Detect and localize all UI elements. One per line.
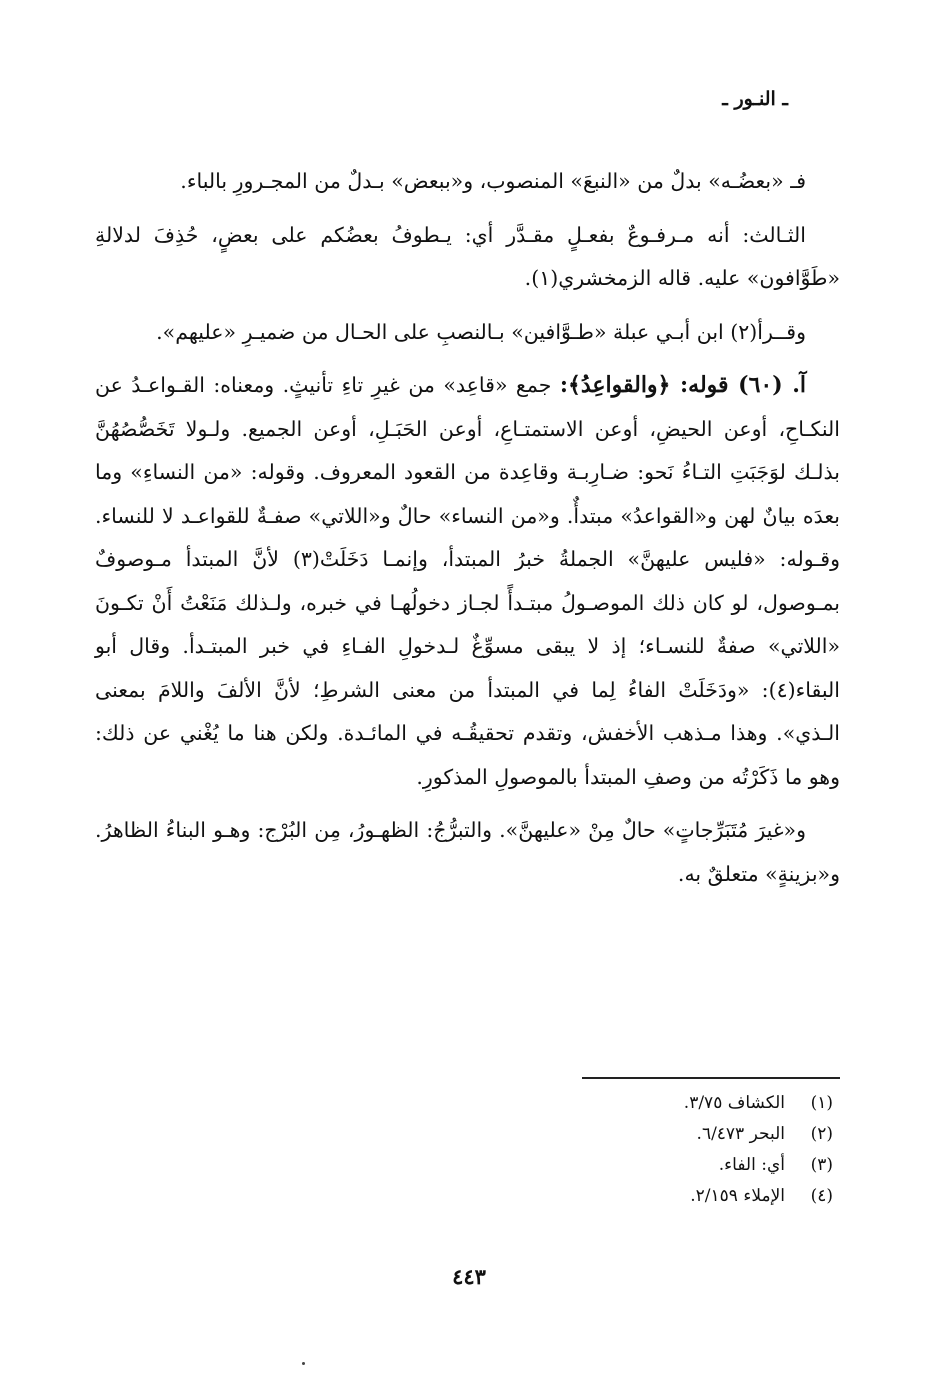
paragraph-4 bbox=[95, 364, 840, 799]
footnote-item bbox=[433, 1088, 833, 1119]
footnote-text: الكشاف ٣/٧٥. bbox=[683, 1093, 785, 1113]
footnote-text: البحر ٦/٤٧٣. bbox=[696, 1124, 785, 1144]
footnotes bbox=[433, 1088, 833, 1212]
paragraph-5: و«غيرَ مُتَبَرِّجاتٍ» حالٌ مِنْ «عليهنَّ». والتبرُّجُ: الظهـورُ، مِن البُرْج: وهـو البناءُ الظاهرُ. و«بزينةٍ» متعلقٌ به. bbox=[95, 818, 840, 886]
paragraph-1: فـ «بعضُـه» بدلٌ من «النبعَ» المنصوب، و«ببعض» بـدلٌ من المجـرورِ بالباء. bbox=[180, 169, 806, 193]
paragraph-4-text: جمع «قاعِد» من غيرِ تاءِ تأنيثٍ. ومعناه: القـواعـدُ عن النكـاحِ، أوعن الحيضِ، أوعن الاستمتـاعِ، أوعن الحَبَـلِ، أوعن الجميع. ولـولا تَخَصُّصُهُنَّ بذلـك لوَجَبَتِ التـاءُ نَحو: ضـارِبـة وقاعِدة من القعود المعروف. وقوله: «من النساءِ» وما بعدَه بيانٌ لهن و«القواعدُ» مبتدأٌ. و«من النساء» حالٌ و«اللاتي» صفـةٌ للقواعـد لا للنساء. وقـوله: «فليس عليهنَّ» الجملةُ خبرُ المبتدأ، وإنمـا دَخَلَتْ(٣) لأنَّ المبتدأ مـوصوفٌ بمـوصول، لو كان ذلك الموصـولُ مبتـدأً لجـاز دخولُهـا في خبره، ولـذلك مَنَعْتُ أَنْ تكـونَ «اللاتي» صفةٌ للنسـاء؛ إذ لا يبقى مسوِّغٌ لـدخولِ الفـاءِ في خبر المبتـدأ. وقال أبو البقاء(٤): «ودَخَلَتْ الفاءُ لِما في المبتدأ من معنى الشرطِ؛ لأنَّ الألفَ واللامَ بمعنى الـذي». وهذا مـذهب الأخفش، وتقدم تحقيقُـه في المائـدة. ولكن هنا ما يُغْني عن ذلك: وهو ما ذَكَرْتُه من وصفِ المبتدأ بالموصولِ المذكورِ. bbox=[95, 373, 840, 789]
footnote-divider bbox=[582, 1077, 840, 1079]
footnote-item bbox=[433, 1119, 833, 1150]
footnote-text: أي: الفاء. bbox=[718, 1155, 785, 1175]
paragraph-2: الثـالث: أنه مـرفـوعٌ بفعـلٍ مقـدَّر أي: يـطوفُ بعضُكم على بعضٍ، حُذِفَ لدلالةِ «طَوَّافون» عليه. قاله الزمخشري(١). bbox=[95, 222, 840, 290]
footnote-number: (٢) bbox=[810, 1124, 833, 1144]
footnote-number: (٤) bbox=[810, 1186, 833, 1206]
footnote-text: الإملاء ٢/١٥٩. bbox=[690, 1186, 785, 1206]
footnote-item bbox=[433, 1150, 833, 1181]
main-text bbox=[95, 160, 840, 896]
running-header: ـ النـور ـ bbox=[722, 88, 788, 110]
footnote-number: (٣) bbox=[810, 1155, 833, 1175]
verse-lead: آ. (٦٠) قوله: ﴿والقواعِدُ﴾: bbox=[559, 372, 806, 398]
page-number: ٤٤٣ bbox=[452, 1264, 486, 1289]
footnote-item bbox=[433, 1181, 833, 1212]
paragraph-3: وقــرأ(٢) ابن أبـي عبلة «طـوَّافين» بـالنصبِ على الحـال من ضميـرِ «عليهم». bbox=[156, 319, 806, 344]
scan-speck bbox=[302, 1362, 305, 1365]
footnote-number: (١) bbox=[810, 1093, 833, 1113]
